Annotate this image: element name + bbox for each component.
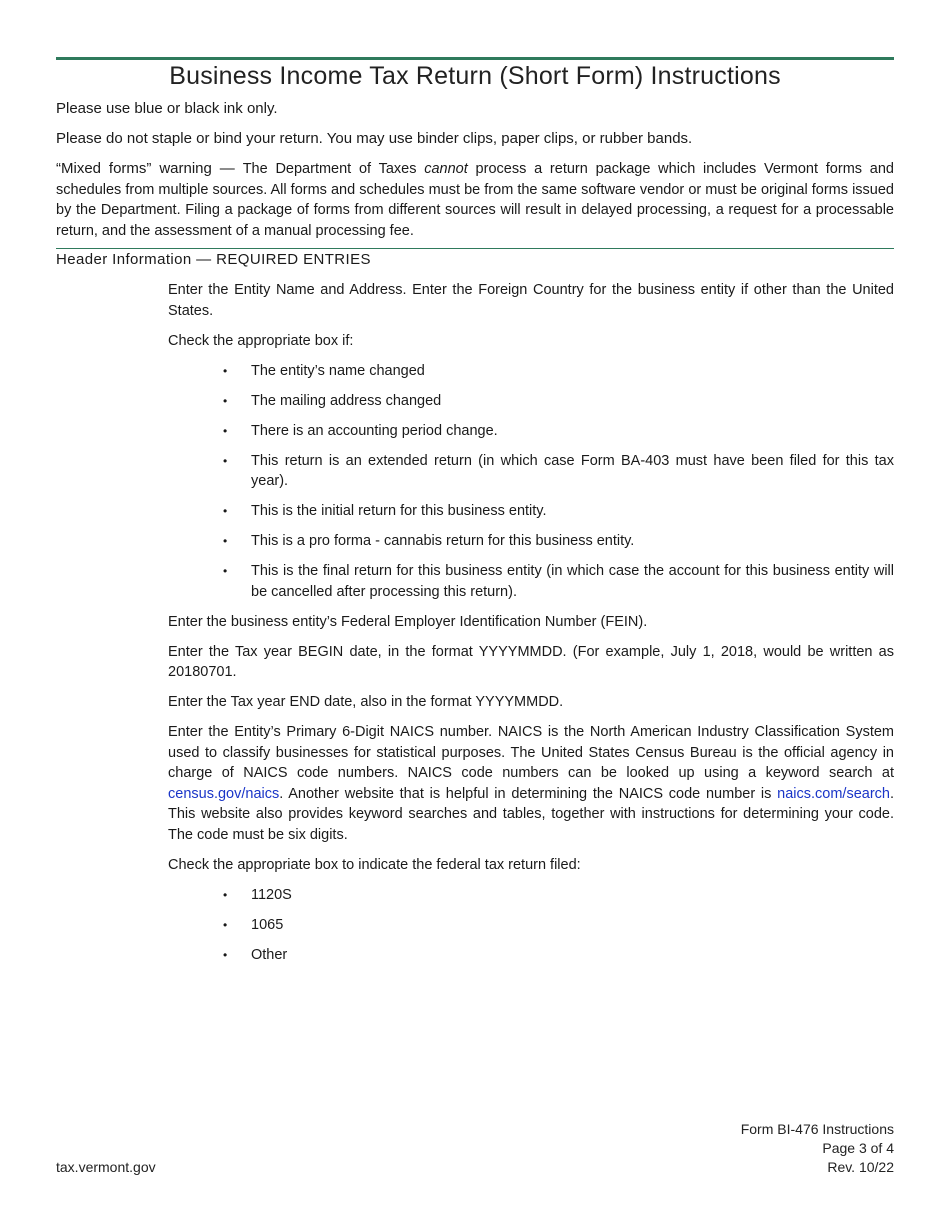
warning-emphasis: cannot: [424, 161, 468, 177]
naics-instruction: [168, 722, 894, 845]
list-item-text: This is the initial return for this business entity.: [251, 503, 547, 519]
ink-instruction: Please use blue or black ink only.: [56, 100, 278, 117]
bullet-icon: •: [223, 887, 228, 902]
list-item-text: There is an accounting period change.: [251, 422, 498, 439]
header-info-body: [168, 280, 894, 975]
end-date-instruction: Enter the Tax year END date, also in the format YYYYMMDD.: [168, 694, 564, 710]
list-item-text: This is the final return for this business entity (in which case the account for this business entity will be cancelled after processing this return).: [251, 563, 894, 600]
begin-date-instruction: Enter the Tax year BEGIN date, in the format YYYYMMDD. (For example, July 1, 2018, would be written as 20180701.: [168, 643, 894, 680]
naics-search-link[interactable]: naics.com/search: [777, 785, 890, 802]
bullet-icon: •: [223, 363, 228, 378]
federal-return-intro: Check the appropriate box to indicate the federal tax return filed:: [168, 856, 581, 873]
list-item-text: The entity’s name changed: [251, 362, 425, 379]
top-divider: [56, 57, 894, 60]
naics-text: . Another website that is helpful in determining the NAICS code number is: [279, 785, 778, 802]
bullet-icon: •: [223, 917, 228, 932]
list-item: [223, 945, 894, 966]
warning-label: “Mixed forms” warning —: [56, 160, 243, 177]
bullet-icon: •: [223, 564, 228, 578]
footer-form-name: Form BI-476 Instructions: [740, 1121, 894, 1137]
footer-page-number: Page 3 of 4: [822, 1140, 894, 1156]
bullet-icon: •: [223, 423, 228, 438]
federal-return-list: [168, 885, 894, 966]
entity-instruction: Enter the Entity Name and Address. Enter the Foreign Country for the business entity if other than the United States.: [168, 282, 894, 319]
footer-website: tax.vermont.gov: [56, 1159, 156, 1175]
list-item: [223, 531, 894, 552]
list-item-text: The mailing address changed: [251, 392, 442, 409]
mixed-forms-warning: [56, 159, 894, 241]
list-item: [223, 451, 894, 492]
list-item: [223, 915, 894, 936]
list-item: [223, 391, 894, 412]
list-item: [223, 561, 894, 602]
document-page: [56, 0, 894, 1230]
footer-revision: Rev. 10/22: [827, 1159, 894, 1175]
list-item: [223, 501, 894, 522]
section-divider: [56, 248, 894, 249]
naics-text: Enter the Entity’s Primary 6-Digit NAICS number. NAICS is the North American Industry Classification System used to classify businesses for statistical purposes. The United States Census Bureau is the official agency in charge of NAICS code numbers. NAICS code numbers can be looked up using a keyword search at: [168, 724, 894, 781]
bullet-icon: •: [223, 534, 228, 548]
list-item-text: 1120S: [251, 886, 292, 903]
fein-instruction: Enter the business entity’s Federal Employer Identification Number (FEIN).: [168, 613, 648, 630]
warning-text-before: The Department of Taxes: [242, 161, 425, 177]
list-item-text: This is a pro forma - cannabis return for this business entity.: [251, 533, 635, 549]
warning-text-after: process a return package which includes Vermont forms and schedules from multiple sources. All forms and schedules must be from the same software vendor or must be original forms issued by the Department. Filing a package of forms from different sources will result in delayed processing, a request for a processable return, and the assessment of a manual processing fee.: [56, 161, 894, 239]
bullet-icon: •: [223, 453, 228, 468]
bullet-icon: •: [223, 393, 228, 408]
list-item: [223, 361, 894, 382]
list-item-text: This return is an extended return (in which case Form BA-403 must have been filed for this tax year).: [251, 452, 894, 489]
list-item: [223, 885, 894, 906]
naics-text: . This website also provides keyword searches and tables, together with instructions for determining your code. The code must be six digits.: [168, 785, 894, 843]
staple-instruction: Please do not staple or bind your return. You may use binder clips, paper clips, or rubber bands.: [56, 130, 693, 147]
bullet-icon: •: [223, 504, 228, 518]
list-item-text: Other: [251, 946, 288, 963]
check-intro: Check the appropriate box if:: [168, 332, 354, 349]
list-item-text: 1065: [251, 916, 284, 933]
list-item: [223, 421, 894, 442]
census-link[interactable]: census.gov/naics: [168, 785, 280, 802]
bullet-icon: •: [223, 947, 228, 962]
section-heading: Header Information — REQUIRED ENTRIES: [56, 251, 371, 268]
checkbox-list: [168, 361, 894, 603]
footer-form-info: [741, 1120, 894, 1177]
page-title: Business Income Tax Return (Short Form) Instructions: [169, 62, 781, 90]
